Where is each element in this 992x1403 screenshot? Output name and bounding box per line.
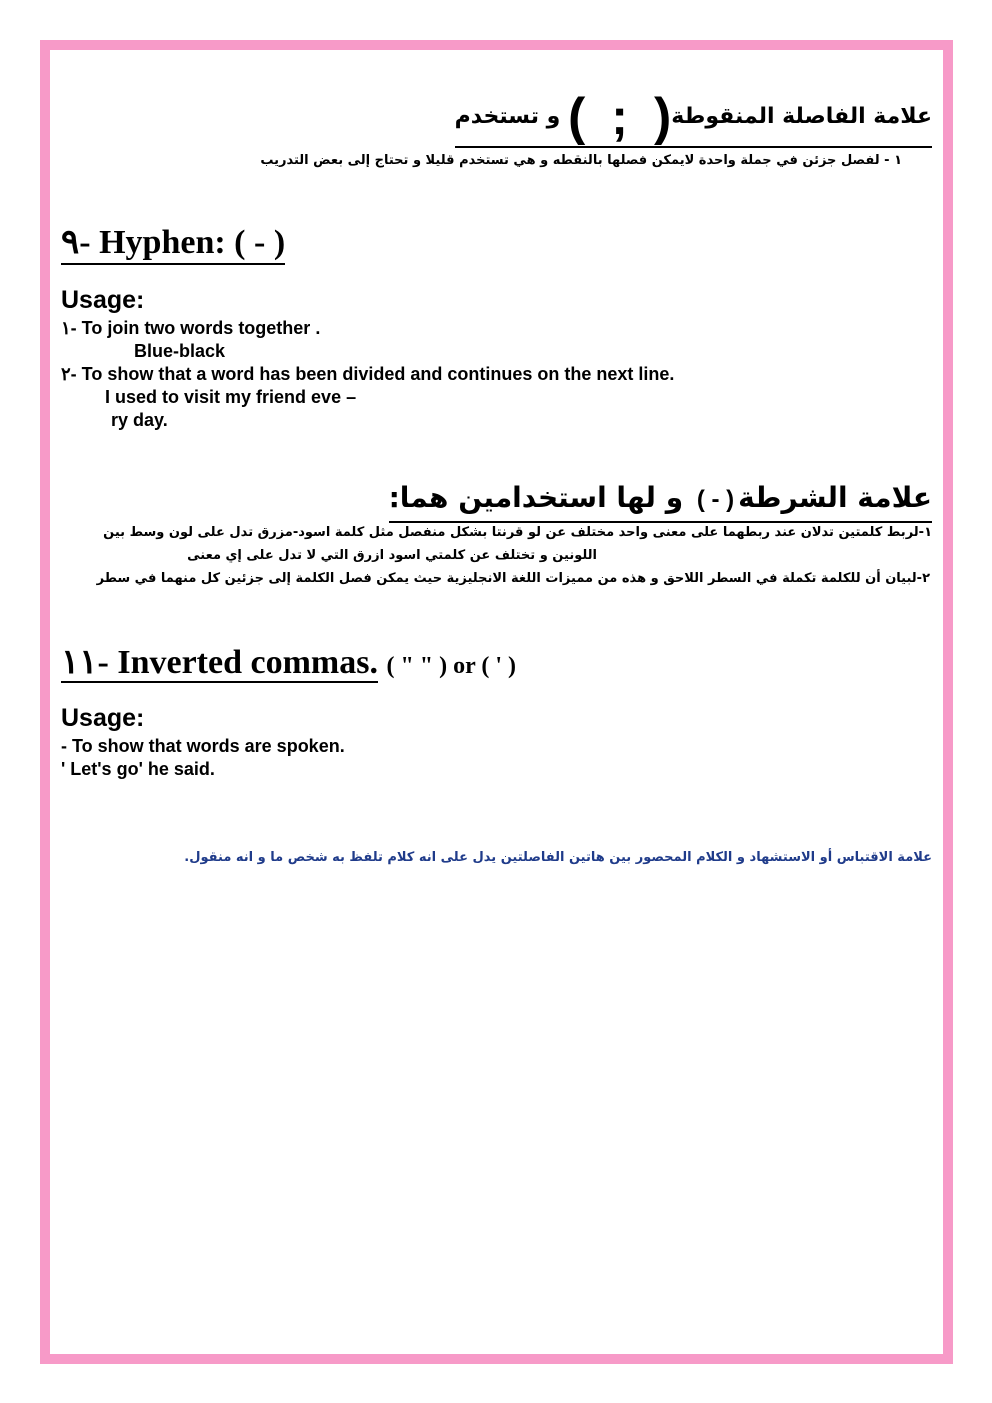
hyphen-usage-item-1: ١- To join two words together .: [61, 318, 321, 338]
dash-heading-symbol: ( - ): [696, 486, 735, 513]
semicolon-symbol: ;: [611, 89, 628, 145]
inverted-commas-usage-item-1: - To show that words are spoken.: [61, 736, 345, 756]
inverted-commas-usage-label: Usage:: [61, 704, 145, 732]
inverted-commas-heading-main: ١١- Inverted commas.: [61, 644, 378, 681]
semicolon-paren-open: (: [653, 88, 672, 146]
hyphen-usage-item-2: ٢- To show that a word has been divided and continues on the next line.: [61, 364, 675, 384]
dash-heading-suffix: و لها استخدامين هما:: [388, 481, 684, 514]
semicolon-heading: [455, 88, 932, 148]
dash-usage-line-3: ٢-لبيان أن للكلمة تكملة في السطر اللاحق و هذه من مميزات اللغة الانجليزية حيث يمكن فصل الكلمة إلى جزئين كل منهما في سطر: [96, 571, 930, 586]
dash-usage-line-1: ١-لربط كلمتين تدلان عند ربطهما على معنى واحد مختلف عن لو قرنتا بشكل منفصل مثل كلمة اسود-مزرق تدل على لون وسط بين: [103, 525, 932, 540]
inverted-commas-heading-symbols: ( " " ) or ( ' ): [386, 653, 516, 679]
dash-heading: [389, 477, 932, 523]
hyphen-example-1: Blue-black: [134, 341, 226, 361]
hyphen-example-2-line-2: ry day.: [111, 410, 168, 430]
hyphen-heading: ٩- Hyphen: ( - ): [61, 223, 285, 265]
semicolon-heading-suffix: و تستخدم: [454, 104, 561, 129]
dash-usage-line-2: اللونين و تختلف عن كلمتي اسود ازرق التي لا تدل على إي معنى: [187, 548, 597, 563]
hyphen-usage-label: Usage:: [61, 286, 145, 314]
semicolon-usage-line: ١ - لفصل جزئن في جملة واحدة لايمكن فصلها بالنقطه و هي تستخدم قليلا و تحتاج إلى بعض التدريب: [260, 153, 902, 168]
inverted-commas-arabic-note: علامة الاقتباس أو الاستشهاد و الكلام المحصور بين هاتين الفاصلتين يدل على انه كلام تلفظ به شخص ما و انه منقول.: [184, 850, 932, 865]
hyphen-example-2-line-1: I used to visit my friend eve –: [105, 387, 357, 407]
dash-heading-text: علامة الشرطة: [738, 481, 932, 514]
semicolon-heading-text: علامة الفاصلة المنقوطة: [671, 104, 932, 129]
inverted-commas-example-1: ' Let's go' he said.: [61, 759, 215, 779]
semicolon-paren-close: ): [567, 88, 586, 146]
inverted-commas-heading: [61, 643, 516, 686]
